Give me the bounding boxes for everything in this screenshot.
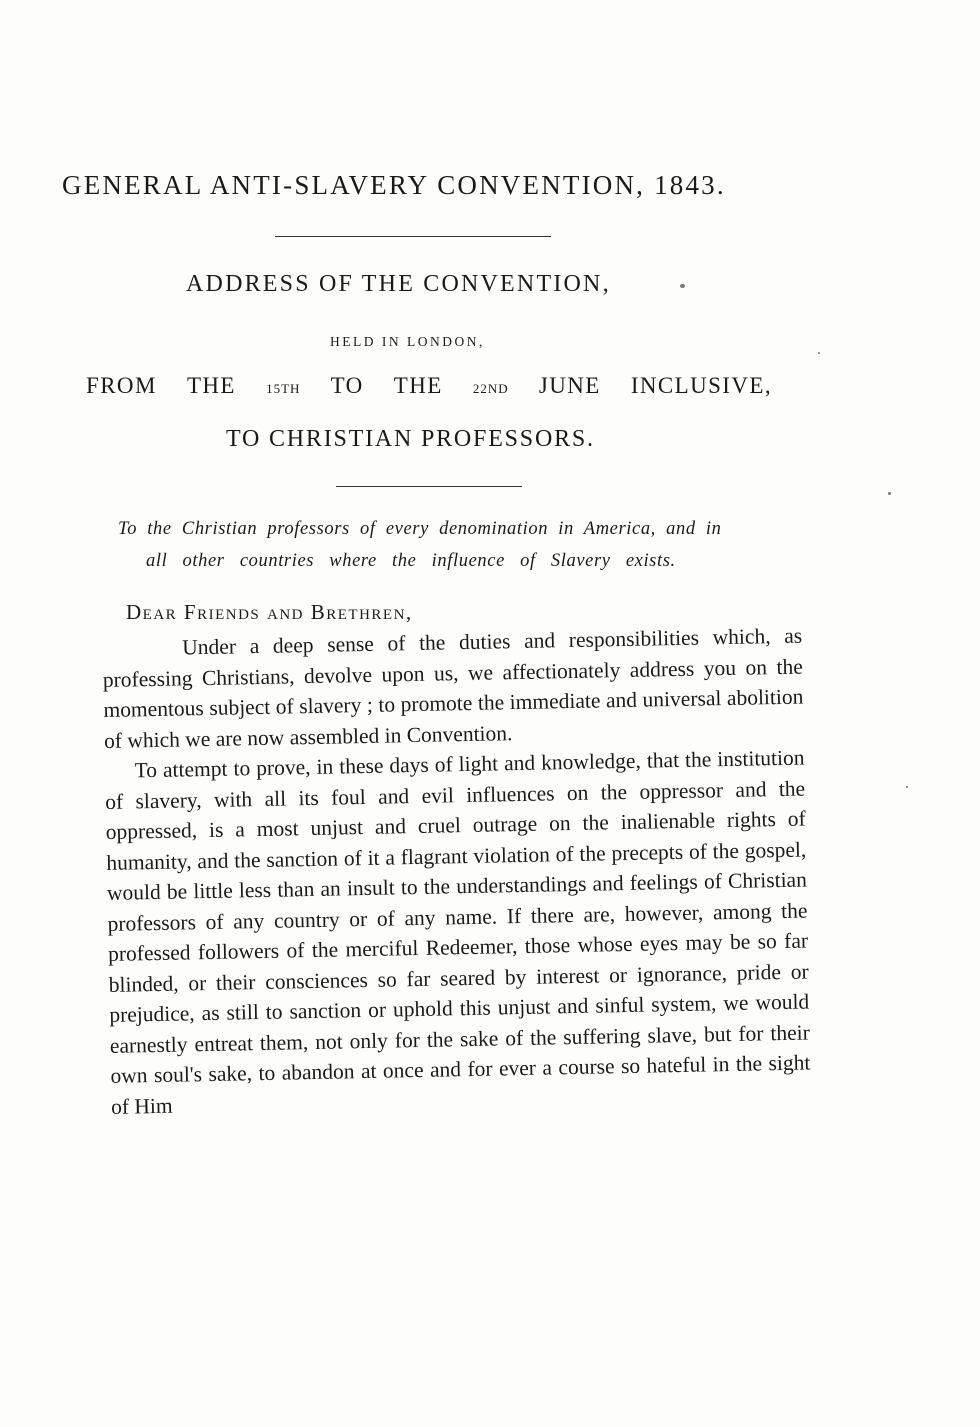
dates-day-2: 22ND <box>472 381 509 396</box>
main-title: GENERAL ANTI-SLAVERY CONVENTION, 1843. <box>62 170 726 200</box>
paragraph-2: To attempt to prove, in these days of light and knowledge, that the institution of slavery, with all its foul and evil influences on the oppressor and the oppressed, is a most unjust and cruel outrage on the inalienable rights of humanity, and the sanction of it a flagrant violation of the precepts of the gospel, would be little less than an insult to the understandings and feelings of Christian professors of any country or of any name. If there are, however, among the professed followers of the merciful Redeemer, those whose eyes may be so far blinded, or their consciences so far seared by interest or ignorance, pride or prejudice, as still to sanction or uphold this unjust and sinful system, we would earnestly entreat them, not only for the sake of the suffering slave, but for their own soul's sake, to abandon at once and for ever a course so hateful in the sight of Him <box>104 745 811 1119</box>
dates-the-2: THE <box>393 373 443 398</box>
salutation: Dear Friends and Brethren, <box>126 600 413 624</box>
scan-speck <box>818 352 820 354</box>
addressee-title: TO CHRISTIAN PROFESSORS. <box>226 426 595 452</box>
held-in-london: HELD IN LONDON, <box>330 334 485 349</box>
dedication-line-2: all other countries where the influence of Slavery exists. <box>146 551 676 571</box>
paragraph-1: Under a deep sense of the duties and responsibilities which, as professing Christians, devolve upon us, we affectionately address you on the momentous subject of slavery ; to promote the immediate and universal abolition of which we are now assembled in Convention. <box>102 623 804 753</box>
dedication-line-1: To the Christian professors of every denomination in America, and in <box>118 519 722 539</box>
letter-body <box>102 621 811 1122</box>
dedication <box>118 513 798 577</box>
dates-to: TO <box>330 373 364 398</box>
dates-from: FROM <box>86 373 157 398</box>
convention-dates <box>86 373 772 399</box>
scan-speck <box>680 284 685 288</box>
title-divider <box>275 236 551 237</box>
scan-speck <box>906 786 908 788</box>
scan-speck <box>888 492 891 495</box>
dates-inclusive: INCLUSIVE, <box>630 373 772 398</box>
dates-day-1: 15TH <box>266 381 301 396</box>
address-title: ADDRESS OF THE CONVENTION, <box>186 271 611 297</box>
dates-june: JUNE <box>538 373 601 398</box>
dates-the-1: THE <box>186 373 236 398</box>
section-divider <box>336 486 522 487</box>
